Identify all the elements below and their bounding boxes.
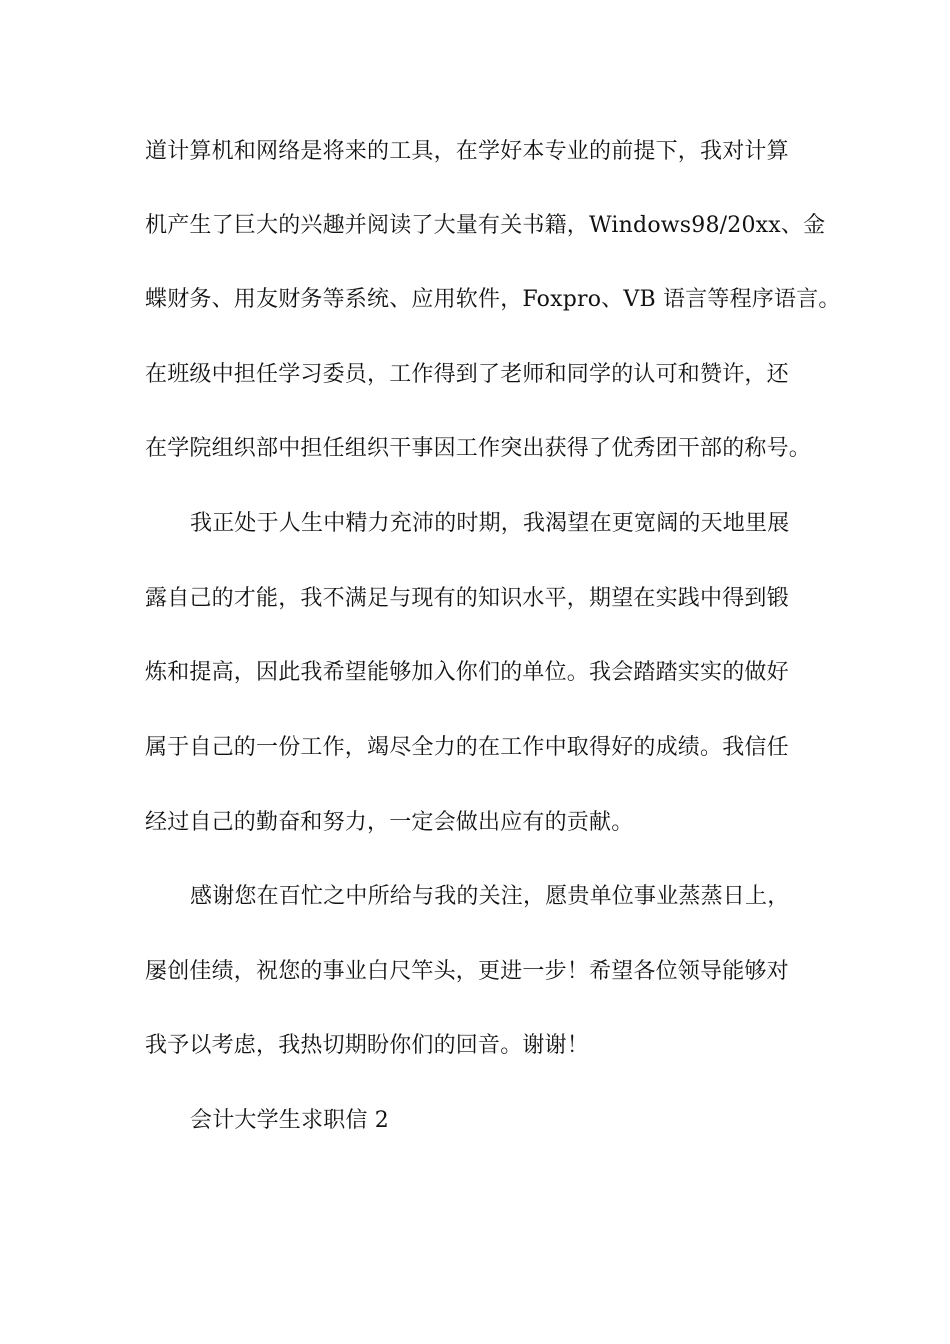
paragraph-start-line: 我正处于人生中精力充沛的时期，我渴望在更宽阔的天地里展 (190, 511, 790, 536)
text-line: 我予以考虑，我热切期盼你们的回音。谢谢！ (145, 1033, 590, 1058)
text-line: 机产生了巨大的兴趣并阅读了大量有关书籍，Windows98/20xx、金 (145, 213, 826, 238)
text-line: 炼和提高，因此我希望能够加入你们的单位。我会踏踏实实的做好 (145, 660, 789, 685)
text-line: 蝶财务、用友财务等系统、应用软件，Foxpro、VB 语言等程序语言。 (145, 287, 841, 312)
paragraph-start-line: 感谢您在百忙之中所给与我的关注，愿贵单位事业蒸蒸日上， (190, 884, 790, 909)
section-heading: 会计大学生求职信 2 (190, 1108, 389, 1133)
text-line: 在学院组织部中担任组织干事因工作突出获得了优秀团干部的称号。 (145, 436, 812, 461)
text-line: 属于自己的一份工作，竭尽全力的在工作中取得好的成绩。我信任 (145, 735, 789, 760)
text-line: 道计算机和网络是将来的工具，在学好本专业的前提下，我对计算 (145, 139, 789, 164)
text-line: 露自己的才能，我不满足与现有的知识水平，期望在实践中得到锻 (145, 586, 789, 611)
text-line: 经过自己的勤奋和努力，一定会做出应有的贡献。 (145, 810, 634, 835)
text-line: 在班级中担任学习委员，工作得到了老师和同学的认可和赞许，还 (145, 362, 789, 387)
text-line: 屡创佳绩，祝您的事业白尺竿头，更进一步！希望各位领导能够对 (145, 959, 789, 984)
